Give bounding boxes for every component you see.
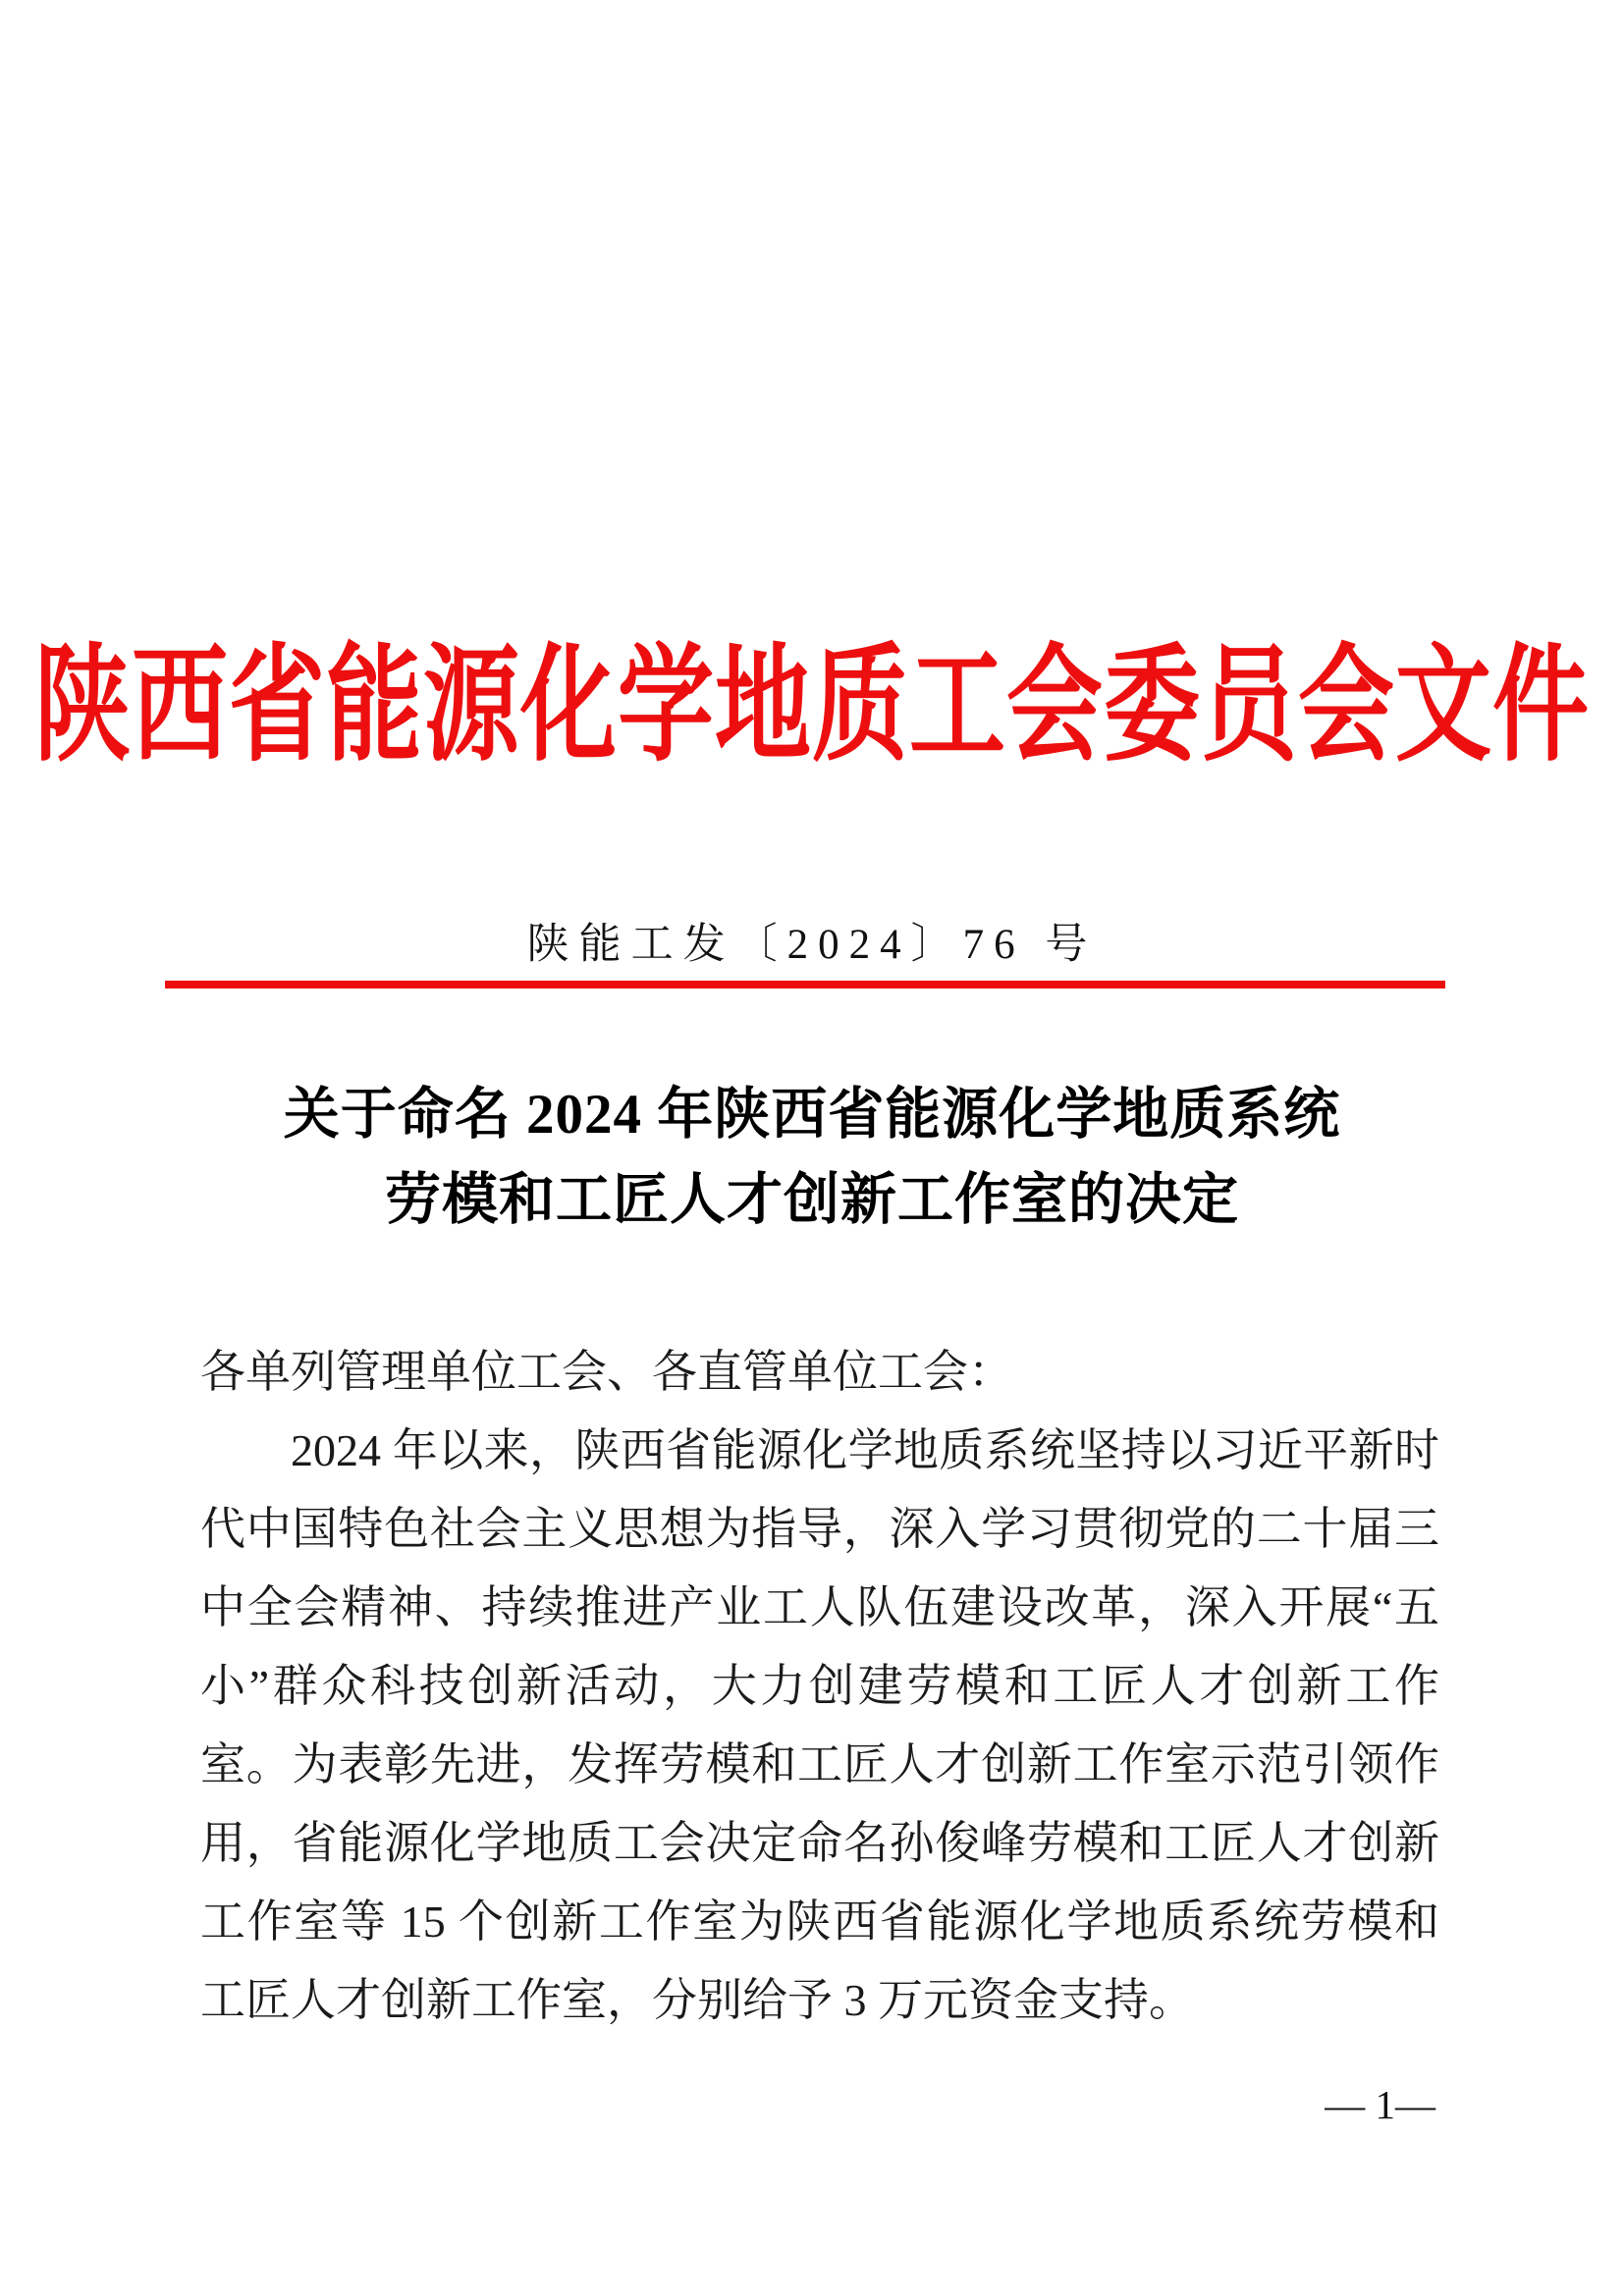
red-header-title: 陕西省能源化学地质工会委员会文件 bbox=[33, 637, 1590, 777]
body-paragraph: 2024 年以来，陕西省能源化学地质系统坚持以习近平新时代中国特色社会主义思想为指导，深入学习贯彻党的二十届三中全会精神、持续推进产业工人队伍建设改革，深入开展“五小”群众科技创新活动，大力创建劳模和工匠人才创新工作室。为表彰先进，发挥劳模和工匠人才创新工作室示范引领作用，省能源化学地质工会决定命名孙俊峰劳模和工匠人才创新工作室等 15 个创新工作室为陕西省能源化学地质系统劳模和工匠人才创新工作室，分别给予 3 万元资金支持。 bbox=[200, 1425, 1439, 2025]
document-body bbox=[200, 1333, 1439, 2040]
red-divider-line bbox=[165, 981, 1445, 988]
page-number: — 1— bbox=[1325, 2082, 1435, 2127]
document-title-line-1: 关于命名 2024 年陕西省能源化学地质系统 bbox=[283, 1084, 1341, 1146]
salutation-line: 各单列管理单位工会、各直管单位工会： bbox=[200, 1347, 1013, 1397]
document-number: 陕能工发〔2024〕76 号 bbox=[526, 922, 1098, 968]
document-title bbox=[0, 1072, 1624, 1243]
document-title-line-2: 劳模和工匠人才创新工作室的决定 bbox=[385, 1169, 1239, 1231]
